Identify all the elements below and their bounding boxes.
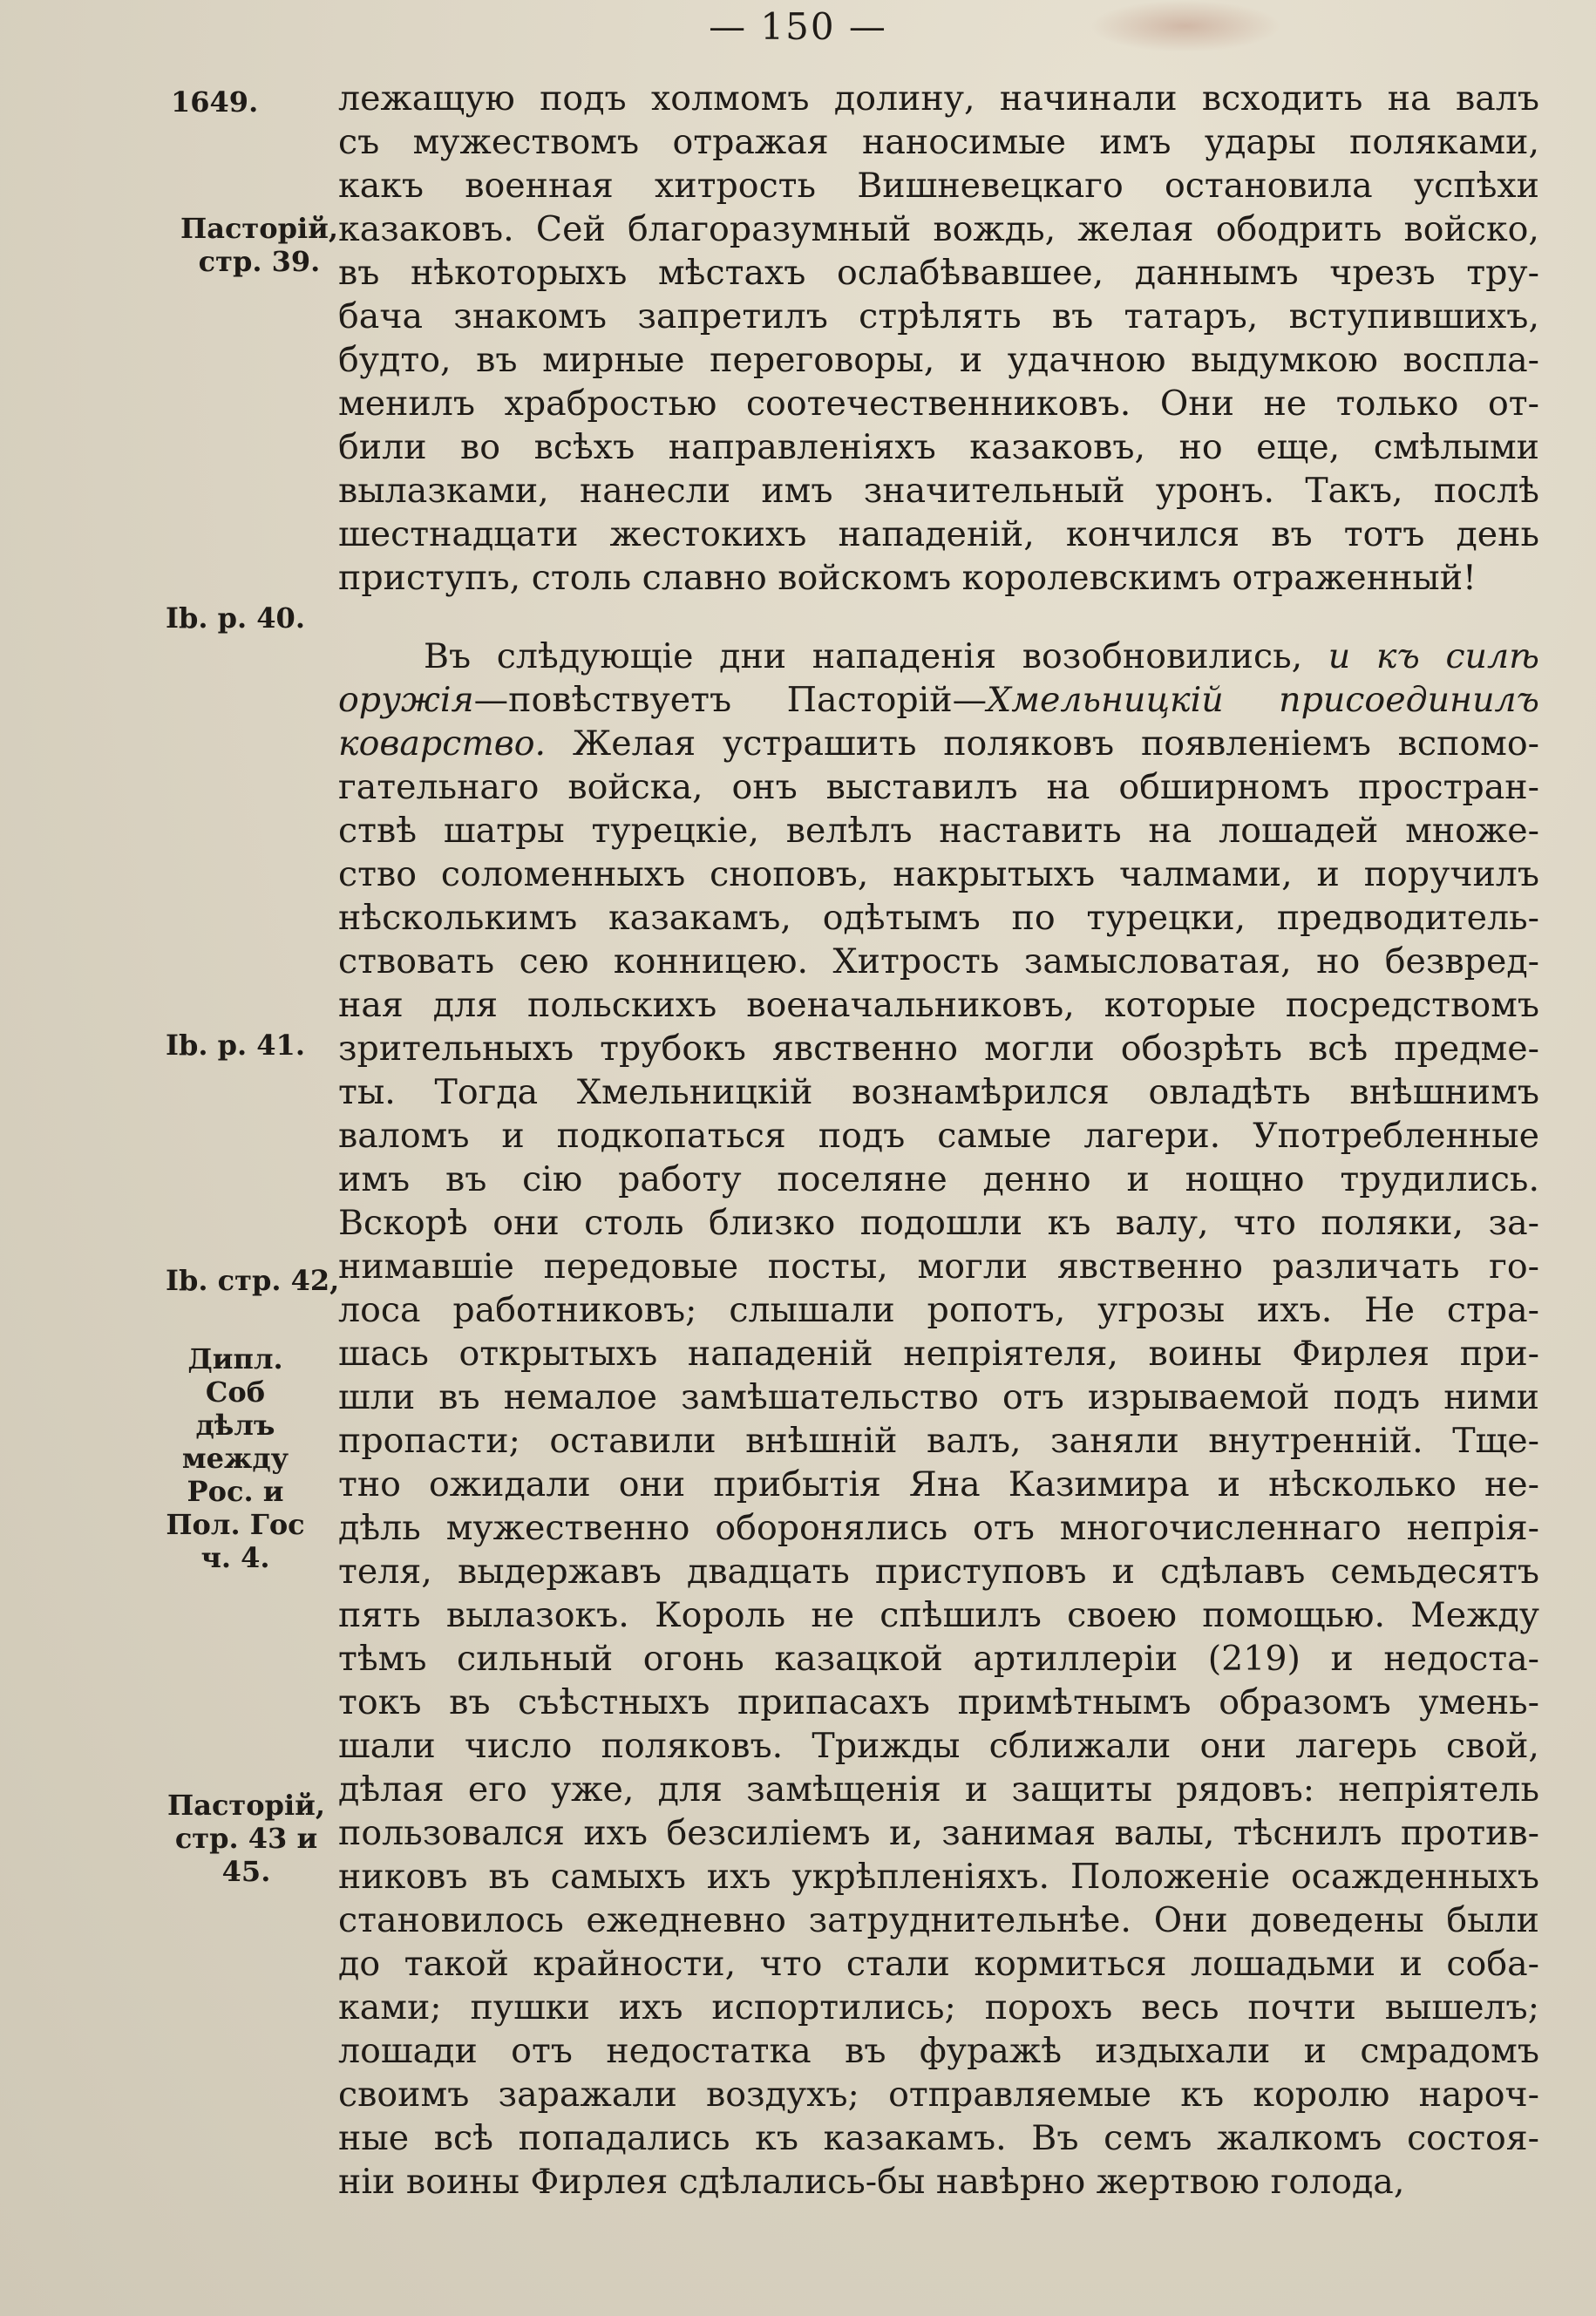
text-line: нимавшіе передовые посты, могли явственно различать го- (338, 1246, 1539, 1287)
text-line: токъ въ съѣстныхъ припасахъ примѣтнымъ образомъ умень- (338, 1682, 1539, 1722)
text-line: били во всѣхъ направленіяхъ казаковъ, но еще, смѣлыми (338, 427, 1539, 467)
text-line: шли въ немалое замѣшательство отъ изрываемой подъ ними (338, 1377, 1539, 1417)
text-line: ствѣ шатры турецкіе, велѣлъ наставить на лошадей множе- (338, 811, 1539, 851)
paragraph-1 (338, 77, 1539, 600)
text-run: Желая устрашить поляковъ появленіемъ вспомо- (546, 723, 1539, 764)
text-line: гательнаго войска, онъ выставилъ на обширномъ простран- (338, 767, 1539, 807)
italic-run: коварство. (338, 723, 547, 764)
text-line: валомъ и подкопаться подъ самые лагери. Употребленные (338, 1116, 1539, 1156)
text-line: какъ военная хитрость Вишневецкаго остановила успѣхи (338, 166, 1539, 206)
text-line: тѣмъ сильный огонь казацкой артиллеріи (219) и недоста- (338, 1639, 1539, 1679)
text-line: въ нѣкоторыхъ мѣстахъ ослабѣвавшее, даннымъ чрезъ тру- (338, 253, 1539, 293)
text-line: бача знакомъ запретилъ стрѣлять въ татаръ, вступившихъ, (338, 296, 1539, 336)
text-line: тно ожидали они прибытія Яна Казимира и нѣсколько не- (338, 1464, 1539, 1504)
italic-run: Хмельницкій присоединилъ (987, 680, 1539, 720)
text-line: шали число поляковъ. Трижды сближали они лагерь свой, (338, 1726, 1539, 1766)
margin-note-pastoriy-39: Пасторій, стр. 39. (180, 212, 338, 278)
text-run: Въ слѣдующіе дни нападенія возобновились, (424, 636, 1328, 676)
text-line: вылазками, нанесли имъ значительный уронъ. Такъ, послѣ (338, 471, 1539, 511)
text-line: до такой крайности, что стали кормиться лошадьми и соба- (338, 1944, 1539, 1984)
text-line: шась открытыхъ нападеній непріятеля, воины Фирлея при- (338, 1334, 1539, 1374)
margin-note-ib-41: Ib. p. 41. (166, 1029, 305, 1062)
text-run: —повѣствуетъ Пасторій— (473, 680, 988, 720)
text-line: ками; пушки ихъ испортились; порохъ весь почти вышелъ; (338, 1987, 1539, 2027)
text-line: лоса работниковъ; слышали ропотъ, угрозы ихъ. Не стра- (338, 1290, 1539, 1330)
text-line: зрительныхъ трубокъ явственно могли обозрѣть всѣ предме- (338, 1029, 1539, 1069)
text-line: лошади отъ недостатка въ фуражѣ издыхали и смрадомъ (338, 2031, 1539, 2071)
text-line: казаковъ. Сей благоразумный вождь, желая ободрить войско, (338, 209, 1539, 249)
text-line: ство соломенныхъ сноповъ, накрытыхъ чалмами, и поручилъ (338, 854, 1539, 894)
page-number: — 150 — (709, 5, 887, 48)
text-line: ты. Тогда Хмельницкій вознамѣрился овладѣть внѣшнимъ (338, 1072, 1539, 1112)
text-line: ные всѣ попадались къ казакамъ. Въ семъ жалкомъ состоя- (338, 2118, 1539, 2158)
margin-note-dipl: Дипл. Соб дѣлъ между Рос. и Пол. Гос ч. 4. (166, 1342, 305, 1574)
text-line: нѣсколькимъ казакамъ, одѣтымъ по турецки, предводитель- (338, 898, 1539, 938)
text-line: пользовался ихъ безсиліемъ и, занимая валы, тѣснилъ против- (338, 1813, 1539, 1853)
text-line: приступъ, столь славно войскомъ королевскимъ отраженный! (338, 558, 1477, 598)
text-line: пять вылазокъ. Король не спѣшилъ своею помощью. Между (338, 1595, 1539, 1635)
margin-note-ib-42: Ib. стр. 42, (166, 1264, 340, 1297)
margin-note-ib-40: Ib. p. 40. (166, 601, 305, 635)
text-line: шестнадцати жестокихъ нападеній, кончился въ тотъ день (338, 514, 1539, 554)
text-line: имъ въ сію работу поселяне денно и нощно трудились. (338, 1159, 1539, 1199)
italic-run: оружія (338, 680, 474, 720)
paragraph-2-line-2 (338, 678, 1539, 722)
text-line: менилъ храбростью соотечественниковъ. Они не только от- (338, 384, 1539, 424)
text-line: ствовать сею конницею. Хитрость замысловатая, но безвред- (338, 941, 1539, 981)
text-line: ніи воины Фирлея сдѣлались-бы навѣрно жертвою голода, (338, 2162, 1405, 2202)
text-line: съ мужествомъ отражая наносимые имъ удары поляками, (338, 122, 1539, 162)
text-line: теля, выдержавъ двадцать приступовъ и сдѣлавъ семьдесятъ (338, 1552, 1539, 1592)
paragraph-2 (338, 765, 1539, 2204)
text-line: ная для польскихъ военачальниковъ, которые посредствомъ (338, 985, 1539, 1025)
text-line: пропасти; оставили внѣшній валъ, заняли внутренній. Тще- (338, 1421, 1539, 1461)
text-line: Вскорѣ они столь близко подошли къ валу, что поляки, за- (338, 1203, 1539, 1243)
italic-run: и къ силѣ (1328, 636, 1540, 676)
main-text (338, 77, 1539, 2204)
margin-note-pastoriy-43: Пасторій, стр. 43 и 45. (166, 1789, 325, 1888)
text-line: своимъ заражали воздухъ; отправляемые къ королю нароч- (338, 2075, 1539, 2115)
text-line: лежащую подъ холмомъ долину, начинали всходить на валъ (338, 78, 1539, 119)
text-line: никовъ въ самыхъ ихъ укрѣпленіяхъ. Положеніе осажденныхъ (338, 1857, 1539, 1897)
text-line: дѣль мужественно оборонялись отъ многочисленнаго непрія- (338, 1508, 1539, 1548)
paragraph-gap (338, 600, 1539, 635)
paragraph-2-line-3 (338, 722, 1539, 765)
text-line: становилось ежедневно затруднительнѣе. Они доведены были (338, 1900, 1539, 1940)
paragraph-2-line-1 (338, 635, 1539, 678)
margin-note-year: 1649. (171, 85, 259, 119)
text-line: дѣлая его уже, для замѣщенія и защиты рядовъ: непріятель (338, 1769, 1539, 1810)
text-line: будто, въ мирные переговоры, и удачною выдумкою воспла- (338, 340, 1539, 380)
